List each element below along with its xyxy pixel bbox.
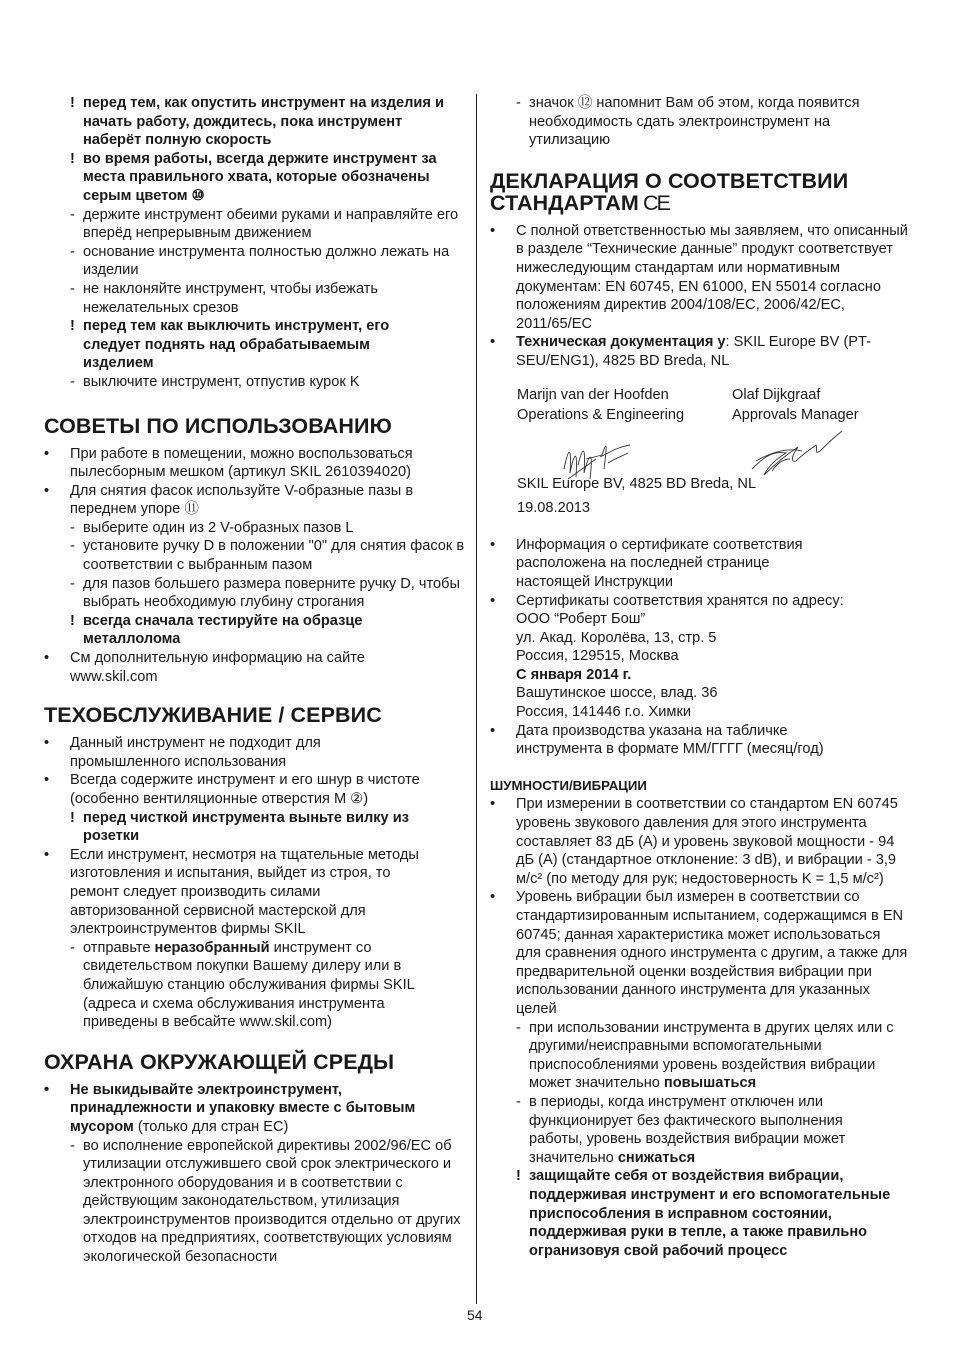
bullet-item: • Информация о сертификате соответствия расположена на последней странице настоящей Инструкции [490,536,803,590]
signatory-1: Marijn van der Hoofden Operations & Engineering [517,386,685,423]
page-number: 54 [467,1307,483,1323]
left-column [44,94,468,1267]
section-heading-service: ТЕХОБСЛУЖИВАНИЕ / СЕРВИС [44,703,382,728]
bullet-item: • Данный инструмент не подходит для промышленного использования [44,735,321,770]
dash-item: - при использовании инструмента в других целях или с другими/неисправными вспомогательными приспособлениями уровень воздействия вибрации может значительно повышаться [516,1019,894,1092]
dash-item: - не наклоняйте инструмент, чтобы избежать нежелательных срезов [70,280,379,316]
warning-item: ! перед тем, как опустить инструмент на изделия и начать работу, дождитесь, пока инструмент наберёт полную скорость [70,95,444,149]
dash-item: - во исполнение европейской директивы 2002/96/ЕС об утилизации отслужившего свой срок электрического и электронного оборудования и в соответствии с действующим законодательством, утилизация электроинструментов производится отдельно от других отходов на предприятиях, соответствующих условиям экологической безопасности [70,1137,461,1266]
signature-2-image [746,425,846,483]
bullet-item: • Не выкидывайте электроинструмент, принадлежности и упаковку вместе с бытовым мусором (только для стран ЕС) [44,1081,416,1135]
dash-item: - выключите инструмент, отпустив курок K [70,373,360,390]
signatory-2: Olaf Dijkgraaf Approvals Manager [732,386,859,423]
bullet-item: • С полной ответственностью мы заявляем, что описанный в разделе “Технические данные” продукт соответствует нижеследующим стандартам или нормативным документам: EN 60745, EN 61000, EN 55014 согласно положениям директив 2004/108/EC, 2006/42/EC, 2011/65/EC [490,222,908,332]
dash-item: - установите ручку D в положении "0" для снятия фасок в соответствии с выбранным пазом [70,538,465,574]
section-heading-noise: ШУМНОСТИ/ВИБРАЦИИ [490,777,647,793]
dash-item: - в периоды, когда инструмент отключен или функционирует без фактического выполнения работы, уровень воздействия вибрации может значительно снижаться [516,1093,846,1166]
section-heading-declaration: ДЕКЛАРАЦИЯ О СООТВЕТСТВИИ СТАНДАРТАМ CE [490,168,849,215]
signature-1-image [556,429,636,485]
dash-item: - выберите один из 2 V-образных пазов L [70,519,354,536]
bullet-item: • При работе в помещении, можно воспользоваться пылесборным мешком (артикул SKIL 2610394020) [44,445,413,481]
bullet-item: • При измерении в соответствии со стандартом EN 60745 уровень звукового давления для этого инструмента составляет 83 дБ (A) и уровень звуковой мощности - 94 дБ (A) (стандартное отклонение: 3 dB), и вибрации - 3,9 м/с² (по методу для рук; недостоверность K = 1,5 м/с²) [490,796,898,887]
dash-item: - для пазов большего размера поверните ручку D, чтобы выбрать необходимую глубину строгания [70,575,460,611]
ce-mark-icon: CE [642,190,669,215]
section-heading-tips: СОВЕТЫ ПО ИСПОЛЬЗОВАНИЮ [44,413,392,438]
bullet-item: • Если инструмент, несмотря на тщательные методы изготовления и испытания, выйдет из строя, то ремонт следует производить силами авторизованной сервисной мастерской для электроинструментов фирмы SKIL [44,846,419,938]
warning-item: ! перед тем как выключить инструмент, его следует поднять над обрабатываемым изделием [70,318,390,372]
bullet-item: • Сертификаты соответствия хранятся по адресу: ООО “Роберт Бош” ул. Акад. Королёва, 13, стр. 5 Россия, 129515, Москва С января 2014 г. Вашутинское шоссе, влад. 36 Россия, 141446 г.о. Химки [490,592,844,721]
bullet-item: • Техническая документация у: SKIL Europe BV (PT-SEU/ENG1), 4825 BD Breda, NL [490,334,872,369]
bullet-item: • Всегда содержите инструмент и его шнур в чистоте (особенно вентиляционные отверстия M ②) [44,772,420,807]
bullet-item: • Дата производства указана на табличке инструмента в формате ММ/ГГГГ (месяц/год) [490,722,824,758]
dash-item: - отправьте неразобранный инструмент со свидетельством покупки Вашему дилеру или в ближайшую станцию обслуживания фирмы SKIL (адреса и схема обслуживания инструмента приведены в вебсайте www.skil.com) [70,939,415,1031]
dash-item: - основание инструмента полностью должно лежать на изделии [70,243,450,279]
company-address: SKIL Europe BV, 4825 BD Breda, NL [517,475,757,492]
section-heading-environment: ОХРАНА ОКРУЖАЮЩЕЙ СРЕДЫ [44,1049,395,1074]
bullet-item: • Уровень вибрации был измерен в соответствии со стандартизированным испытанием, содержащимся в EN 60745; данная характеристика может использоваться для сравнения одного инструмента с другим, а также для предварительной оценки воздействия вибрации при использовании данного инструмента для указанных целей [490,889,908,1017]
warning-item: ! во время работы, всегда держите инструмент за места правильного хвата, которые обозначены серым цветом ⑩ [70,150,437,204]
bullet-item: • См дополнительную информацию на сайте www.skil.com [44,650,365,685]
declaration-date: 19.08.2013 [517,500,591,517]
signature-block [490,385,912,545]
dash-item: - значок ⑫ напомнит Вам об этом, когда появится необходимость сдать электроинструмент на утилизацию [516,95,860,149]
column-divider [476,94,477,1304]
dash-item: - держите инструмент обеими руками и направляйте его вперёд непрерывным движением [70,206,459,242]
warning-item: ! всегда сначала тестируйте на образце металлолома [70,612,363,648]
right-column [490,94,912,1260]
bullet-item: • Для снятия фасок используйте V-образные пазы в переднем упоре ⑪ [44,482,414,518]
warning-item: ! перед чисткой инструмента выньте вилку из розетки [70,809,409,845]
warning-item: ! защищайте себя от воздействия вибрации, поддерживая инструмент и его вспомогательные приспособления в исправном состоянии, поддерживая руки в тепле, а также правильно огранизовуя свой рабочий процесс [516,1168,891,1259]
